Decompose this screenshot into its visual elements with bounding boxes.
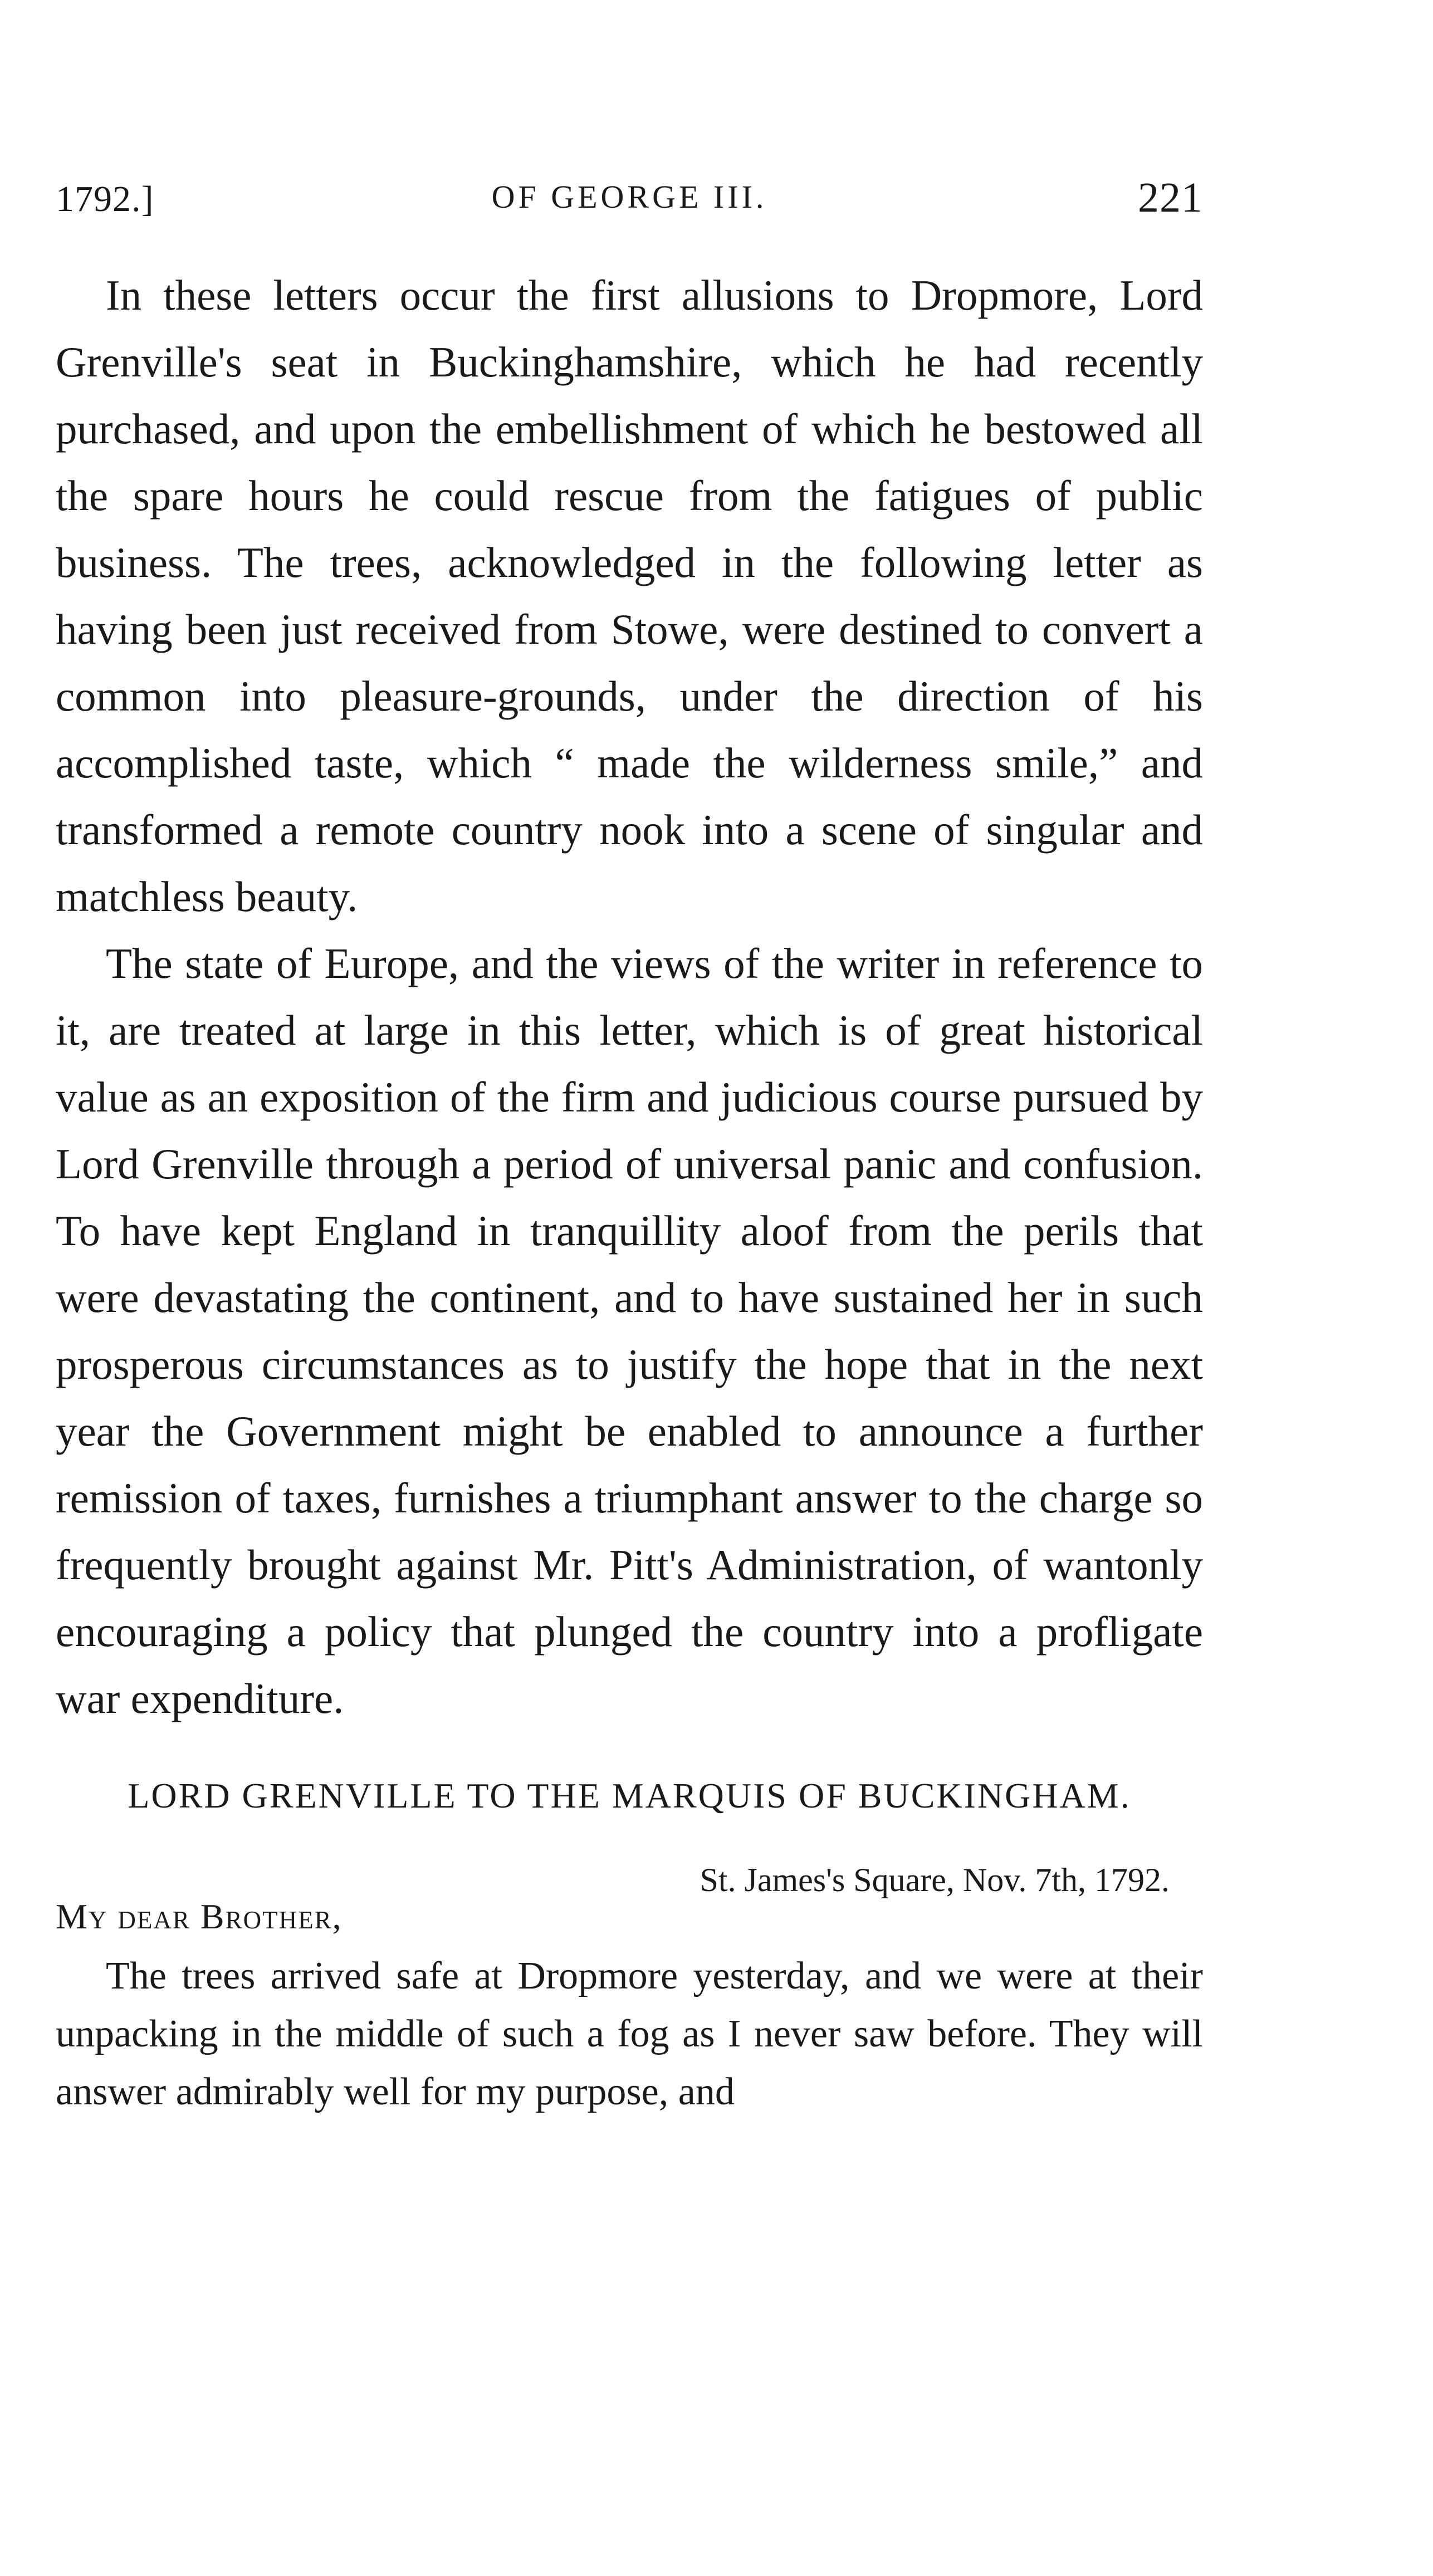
header-title: OF GEORGE III. (491, 179, 767, 215)
running-header (56, 174, 1203, 239)
letter-salutation (56, 1896, 1203, 1937)
book-page (56, 174, 1203, 2121)
paragraph-1: In these letters occur the first allusions to Dropmore, Lord Grenville's seat in Buckinghamshire, which he had recently purchased, and upon the embellishment of which he bestowed all the spare hours he could rescue from the fatigues of public business. The trees, acknowledged in the following letter as having been just received from Stowe, were destined to convert a common into pleasure-grounds, under the direction of his accomplished taste, which “ made the wilderness smile,” and transformed a remote country nook into a scene of singular and matchless beauty. (56, 271, 1203, 920)
paragraph-2: The state of Europe, and the views of the writer in reference to it, are treated at large in this letter, which is of great historical value as an exposition of the firm and judicious course pursued by Lord Grenville through a period of universal panic and confusion. To have kept England in tranquillity aloof from the perils that were devastating the continent, and to have sustained her in such prosperous circumstances as to justify the hope that in the next year the Government might be enabled to announce a further remission of taxes, furnishes a triumphant answer to the charge so frequently brought against Mr. Pitt's Administration, of wantonly encouraging a policy that plunged the country into a profligate war expenditure. (56, 939, 1203, 1722)
letter-dateline: St. James's Square, Nov. 7th, 1792. (700, 1862, 1170, 1898)
header-year: 1792.] (56, 179, 154, 219)
body-text (56, 262, 1203, 1732)
salutation-text: My dear Brother, (56, 1897, 343, 1936)
letter-body (56, 1947, 1203, 2121)
letter-paragraph: The trees arrived safe at Dropmore yesterday, and we were at their unpacking in the middle of such a fog as I never saw before. They will answer admirably well for my purpose, and (56, 1955, 1203, 2113)
letter-heading: LORD GRENVILLE TO THE MARQUIS OF BUCKINGHAM. (128, 1776, 1131, 1815)
page-number: 221 (1138, 174, 1203, 221)
